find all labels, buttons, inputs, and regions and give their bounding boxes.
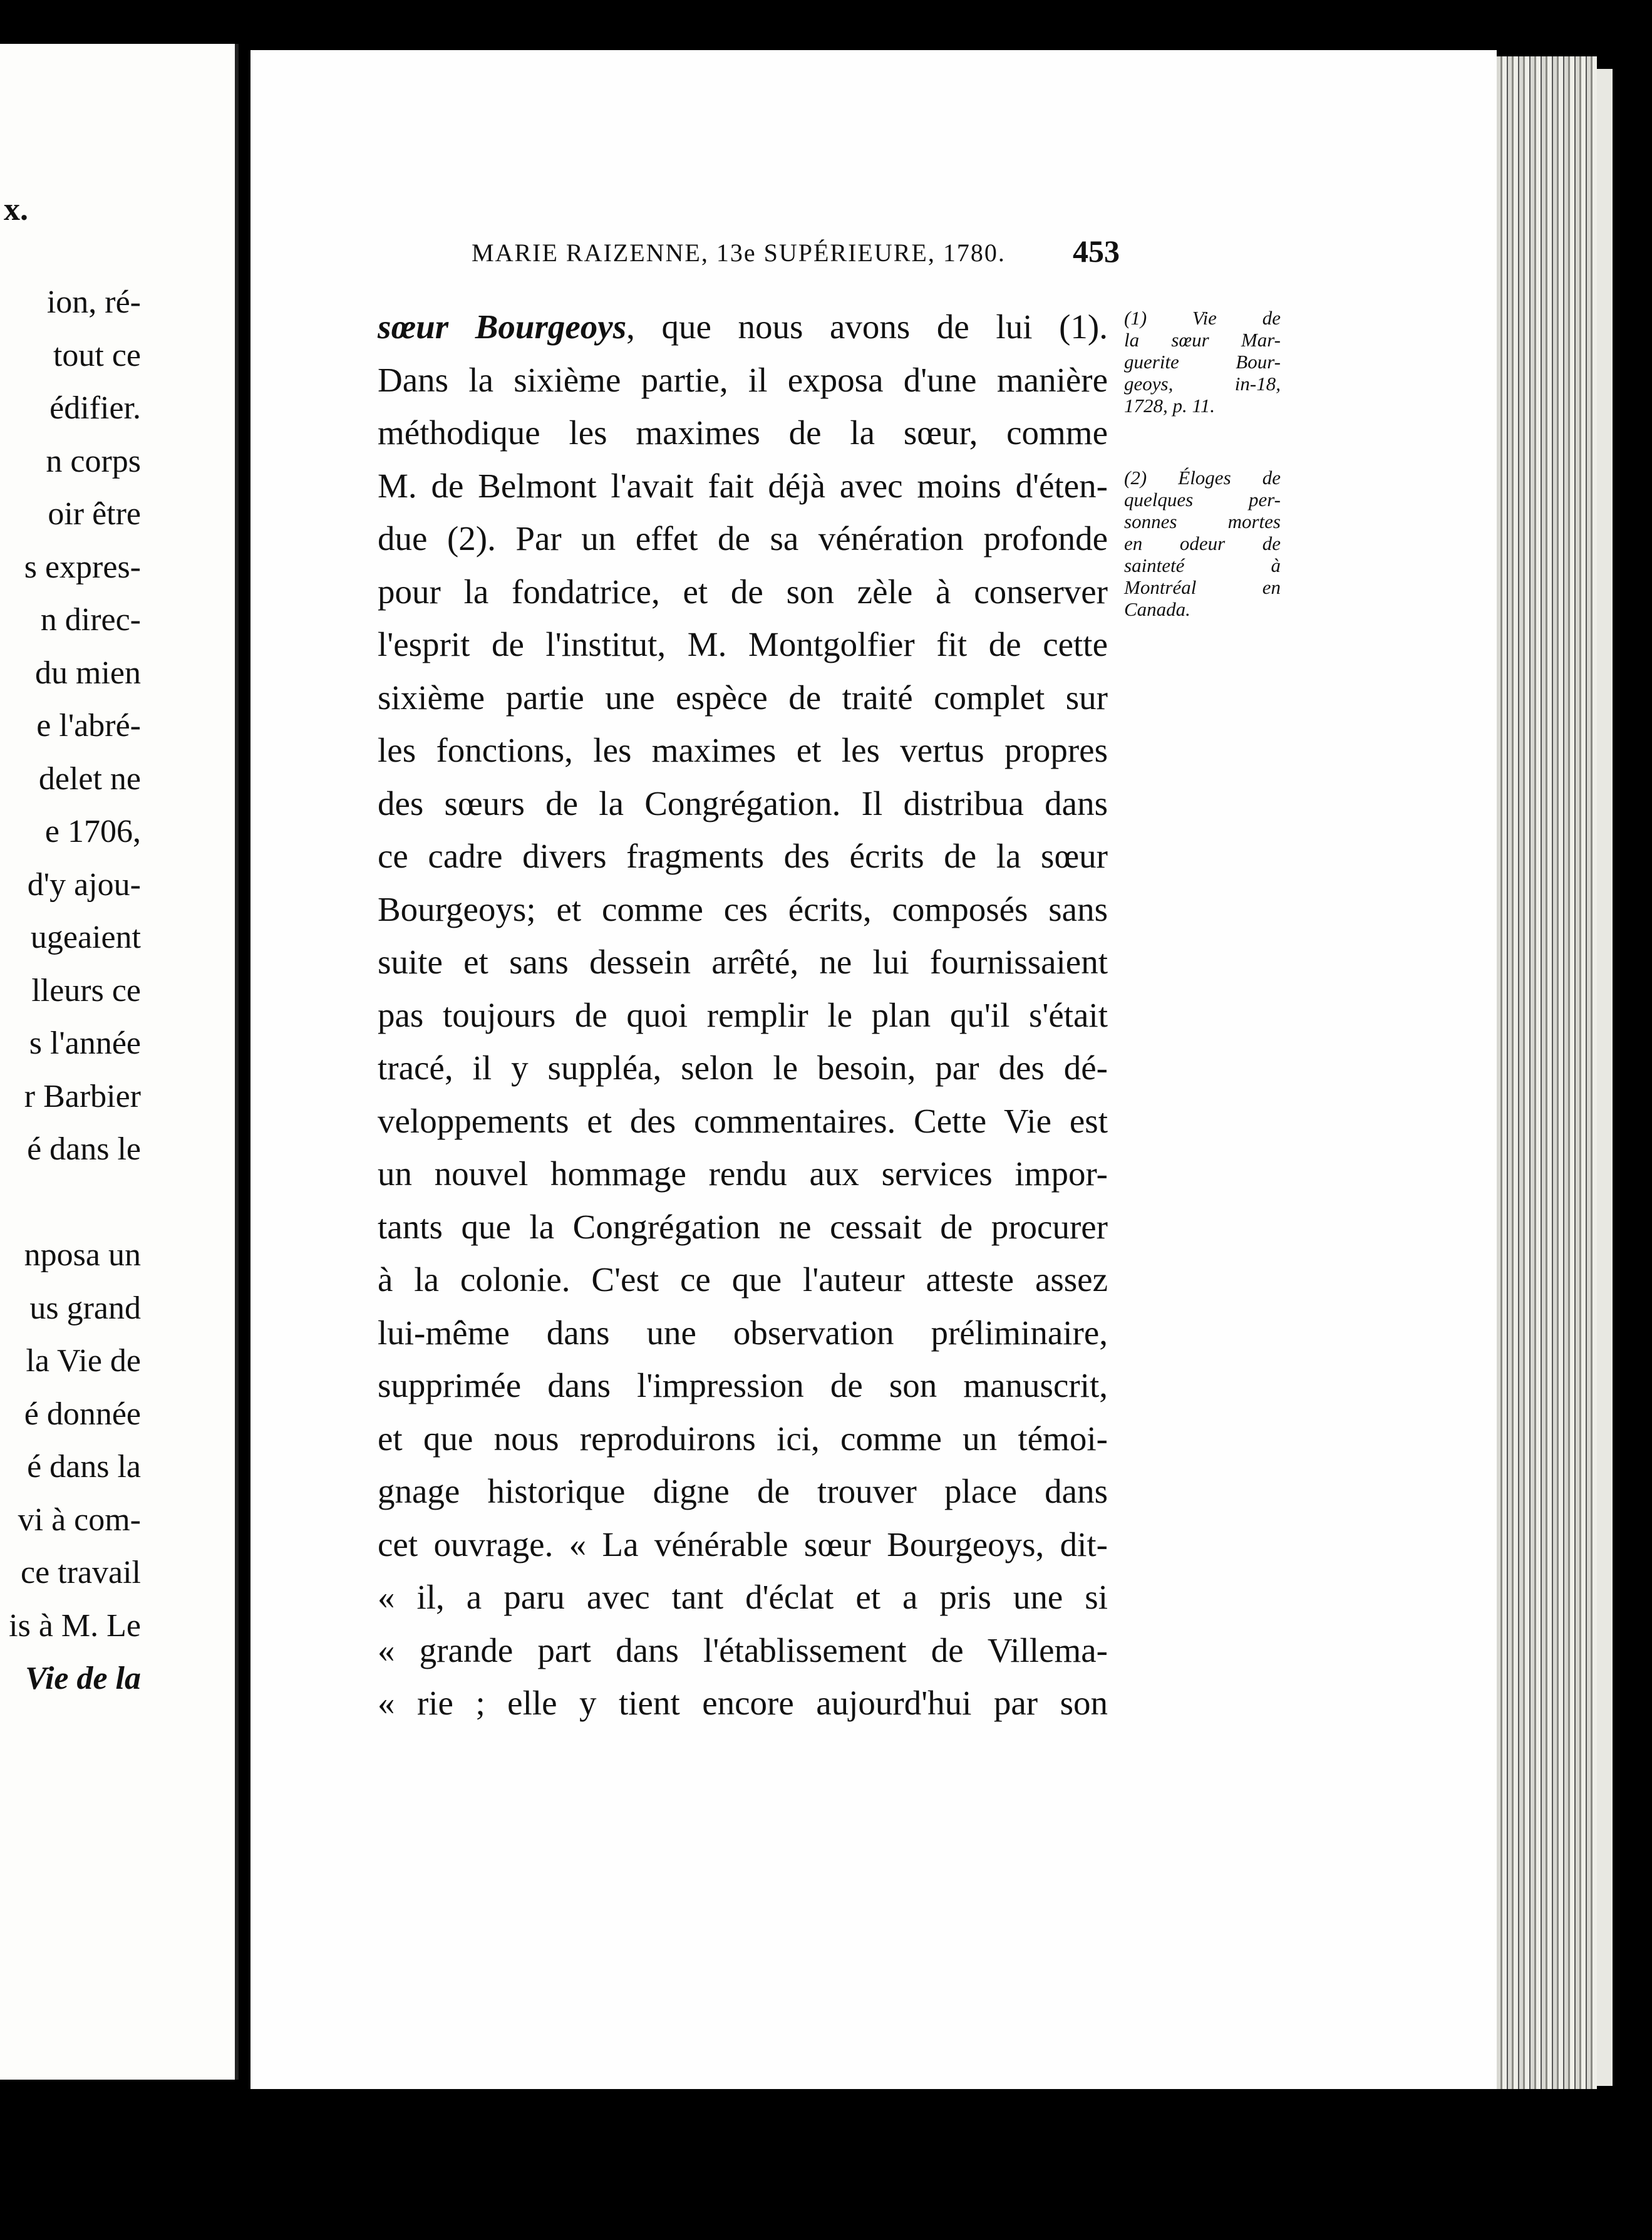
body-line: M. de Belmont l'avait fait déjà avec moins d'éten- — [378, 466, 1108, 505]
body-line: due (2). Par un effet de sa vénération profonde — [378, 519, 1108, 557]
left-page-line: r Barbier — [24, 1078, 141, 1114]
page-edge — [1497, 56, 1597, 2089]
body-line: et que nous reproduirons ici, comme un témoi- — [378, 1419, 1108, 1458]
left-page-line: Vie de la — [25, 1661, 141, 1696]
body-line: méthodique les maximes de la sœur, comme — [378, 413, 1108, 452]
body-line: sixième partie une espèce de traité complet sur — [378, 678, 1108, 717]
body-text — [378, 301, 1108, 1730]
note-line: 1728, p. 11. — [1124, 395, 1215, 417]
note-line: (2) Éloges de — [1124, 467, 1281, 489]
body-line: à la colonie. C'est ce que l'auteur atteste assez — [378, 1260, 1108, 1299]
body-line: des sœurs de la Congrégation. Il distribua dans — [378, 784, 1108, 822]
note-line: Canada. — [1124, 598, 1190, 620]
body-line: tants que la Congrégation ne cessait de procurer — [378, 1207, 1108, 1246]
left-page-line: ugeaient — [30, 920, 141, 955]
left-page-line: é donnée — [24, 1396, 141, 1432]
footnote-2 — [1124, 467, 1281, 620]
body-line: supprimée dans l'impression de son manuscrit, — [378, 1366, 1108, 1404]
body-line: les fonctions, les maximes et les vertus propres — [378, 731, 1108, 769]
page-header — [472, 233, 1120, 271]
page-number: 453 — [1073, 234, 1120, 269]
left-page-line: tout ce — [53, 337, 141, 373]
note-line: Montréal en — [1124, 576, 1281, 598]
left-page-line: n corps — [46, 443, 141, 479]
left-page-line: ce travail — [21, 1555, 141, 1590]
left-page-line: us grand — [29, 1290, 141, 1326]
left-page-line: nposa un — [24, 1237, 141, 1273]
body-line: « grande part dans l'établissement de Villema- — [378, 1631, 1108, 1669]
left-page-line: é dans le — [27, 1131, 141, 1167]
footnote-1 — [1124, 307, 1281, 417]
body-line: ce cadre divers fragments des écrits de la sœur — [378, 837, 1108, 875]
body-line: « il, a paru avec tant d'éclat et a pris une si — [378, 1578, 1108, 1616]
note-line: geoys, in-18, — [1124, 373, 1281, 395]
left-page-line: é dans la — [27, 1449, 141, 1485]
body-line: l'esprit de l'institut, M. Montgolfier fit de cette — [378, 625, 1108, 663]
left-page-mark: x. — [4, 192, 28, 227]
left-page-line: e l'abré- — [36, 708, 141, 744]
note-line: guerite Bour- — [1124, 351, 1281, 373]
body-line: un nouvel hommage rendu aux services impor- — [378, 1154, 1108, 1193]
left-page-line: e 1706, — [44, 814, 141, 849]
body-line: pas toujours de quoi remplir le plan qu'il s'était — [378, 995, 1108, 1034]
body-line: « rie ; elle y tient encore aujourd'hui par son — [378, 1684, 1108, 1722]
left-page-fragment — [0, 44, 239, 2080]
note-line: la sœur Mar- — [1124, 329, 1281, 351]
left-page-line: oir être — [48, 496, 141, 532]
body-line: veloppements et des commentaires. Cette Vie est — [378, 1101, 1108, 1140]
left-page-line: delet ne — [38, 760, 141, 797]
body-line: suite et sans dessein arrêté, ne lui fournissaient — [378, 943, 1108, 981]
left-page-line: vi à com- — [18, 1501, 141, 1538]
body-line: pour la fondatrice, et de son zèle à conserver — [378, 572, 1108, 611]
note-line: (1) Vie de — [1124, 307, 1281, 329]
left-page-line: du mien — [35, 655, 141, 691]
left-page-line: la Vie de — [26, 1343, 141, 1379]
left-page-line: s l'année — [29, 1025, 141, 1061]
left-page-line: s expres- — [24, 549, 141, 585]
note-line: quelques per- — [1124, 489, 1281, 511]
left-page-line: is à M. Le — [9, 1607, 141, 1644]
body-line: tracé, il y suppléa, selon le besoin, par des dé- — [378, 1049, 1108, 1087]
left-page-line: édifier. — [49, 390, 141, 426]
left-page-line: ion, ré- — [46, 284, 141, 320]
left-page-line: lleurs ce — [31, 972, 141, 1009]
page-edge-outer — [1597, 69, 1613, 2086]
note-line: sonnes mortes — [1124, 511, 1281, 532]
body-line: lui-même dans une observation préliminaire, — [378, 1313, 1108, 1352]
margin-notes — [1124, 307, 1281, 670]
body-line: cet ouvrage. « La vénérable sœur Bourgeoys, dit- — [378, 1525, 1108, 1563]
body-line: Dans la sixième partie, il exposa d'une manière — [378, 360, 1108, 399]
note-line: sainteté à — [1124, 554, 1281, 576]
running-head: MARIE RAIZENNE, 13e SUPÉRIEURE, 1780. — [472, 239, 1006, 267]
body-line: sœur Bourgeoys, que nous avons de lui (1). — [378, 308, 1108, 346]
left-page-line: d'y ajou- — [27, 866, 141, 903]
body-line: gnage historique digne de trouver place dans — [378, 1472, 1108, 1510]
note-line: en odeur de — [1124, 532, 1281, 554]
left-page-line: n direc- — [40, 602, 141, 638]
body-line: Bourgeoys; et comme ces écrits, composés sans — [378, 889, 1108, 928]
